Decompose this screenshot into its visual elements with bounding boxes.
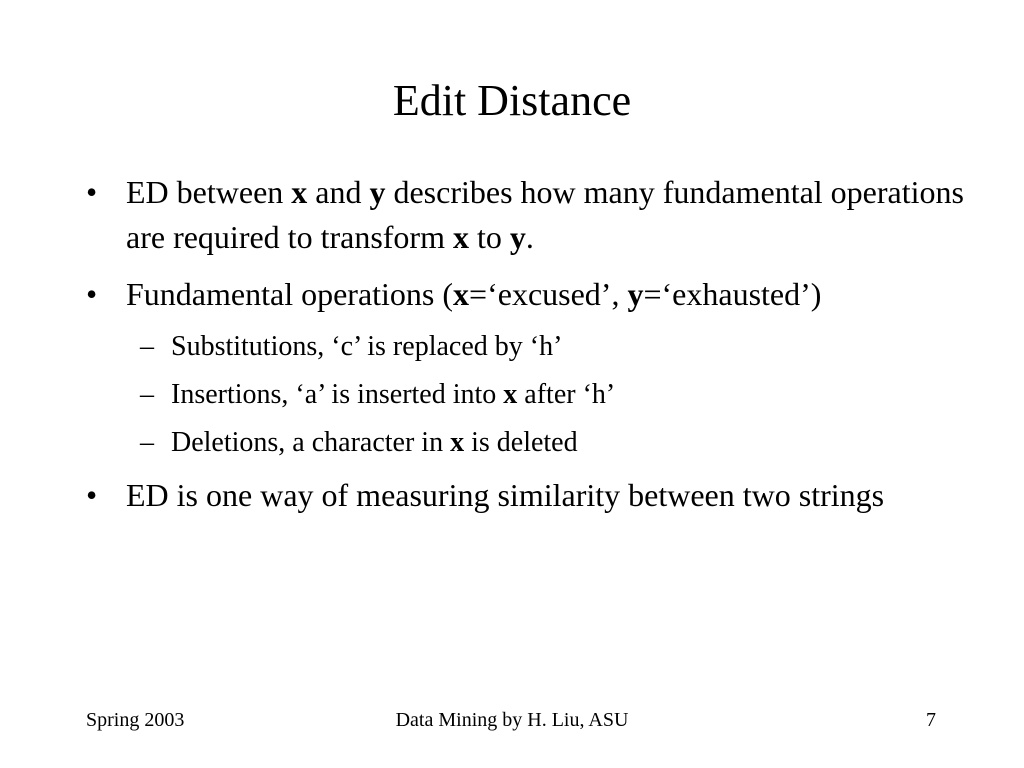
var-y: y [627, 276, 644, 312]
var-x: x [291, 174, 308, 210]
footer-course: Data Mining by H. Liu, ASU [395, 709, 629, 731]
sub-bullet-item [0, 425, 1024, 461]
sub-bullet-text: is deleted [464, 427, 578, 458]
bullet-text-segment: and [307, 174, 370, 210]
sub-bullet-group [0, 329, 1024, 461]
bullet-text-segment: describes how many fundamental operations are required to transform [126, 174, 964, 255]
var-x: x [503, 379, 518, 410]
sub-bullet-text: Insertions, ‘a’ is inserted into [171, 379, 504, 410]
var-x: x [450, 427, 465, 458]
sub-bullet-list [0, 329, 1024, 461]
var-x: x [453, 276, 470, 312]
sub-bullet-text: after ‘h’ [517, 379, 616, 410]
sub-bullet-text: Substitutions, ‘c’ is replaced by ‘h’ [171, 331, 563, 362]
bullet-text-segment: =‘excused’, [469, 276, 628, 312]
bullet-item [0, 170, 1024, 260]
var-y: y [369, 174, 386, 210]
sub-bullet-item [0, 377, 1024, 413]
bullet-mark: • [86, 477, 98, 513]
footer-date: Spring 2003 [86, 709, 185, 731]
bullet-text-segment: ED is one way of measuring similarity between two strings [126, 477, 885, 513]
slide-title: Edit Distance [392, 76, 632, 125]
bullet-item [0, 473, 1024, 518]
bullet-item [0, 272, 1024, 317]
dash-mark: – [140, 331, 154, 362]
bullet-text-segment: Fundamental operations ( [126, 276, 454, 312]
bullet-list [0, 170, 1024, 530]
bullet-text-segment: =‘exhausted’) [643, 276, 822, 312]
bullet-mark: • [86, 174, 98, 210]
bullet-mark: • [86, 276, 98, 312]
dash-mark: – [140, 379, 154, 410]
slide-number: 7 [926, 709, 936, 731]
sub-bullet-text: Deletions, a character in [171, 427, 451, 458]
bullet-text-segment: . [525, 219, 534, 255]
dash-mark: – [140, 427, 154, 458]
var-x: x [452, 219, 469, 255]
var-y: y [509, 219, 526, 255]
bullet-text-segment: ED between [126, 174, 292, 210]
bullet-text-segment: to [468, 219, 510, 255]
sub-bullet-item [0, 329, 1024, 365]
